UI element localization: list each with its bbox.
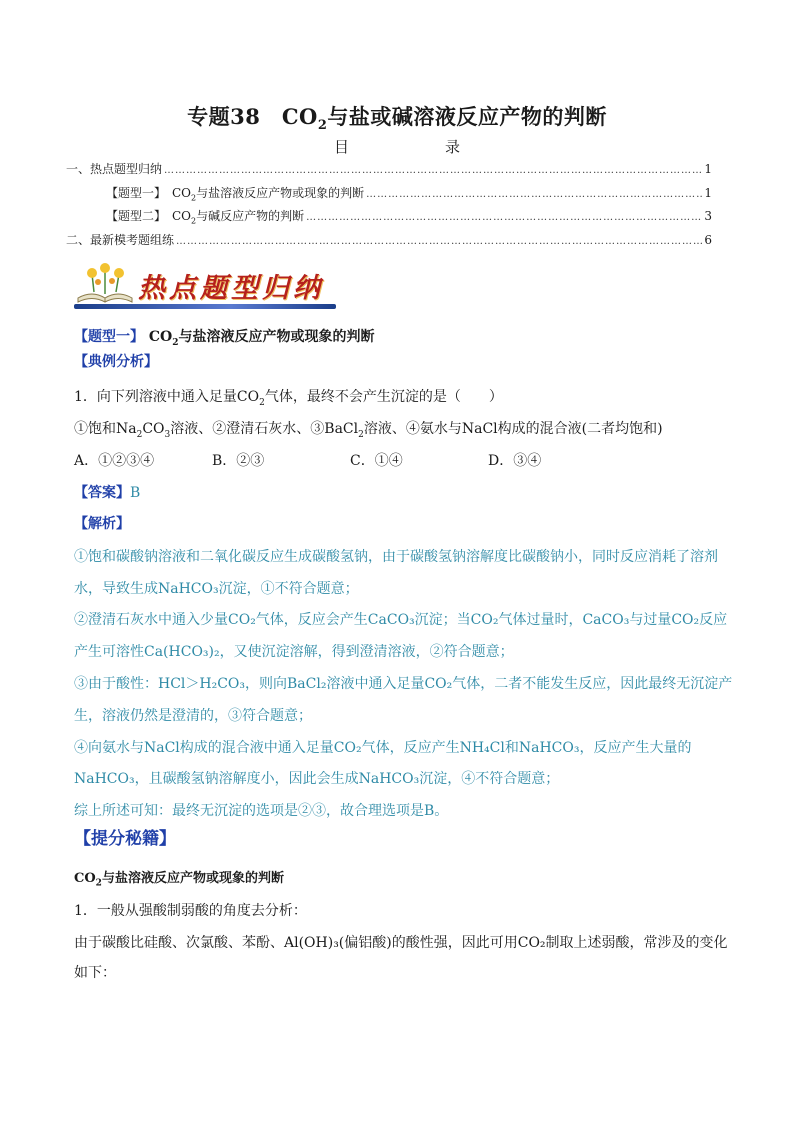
analysis-text: NaHCO₃，且碳酸氢钠溶解度小，因此会生成NaHCO₃沉淀，④不符合题意； <box>74 771 560 787</box>
tips-tag: 【提分秘籍】 <box>74 829 176 849</box>
section-heading <box>74 328 734 352</box>
analysis-tag: 【解析】 <box>74 516 130 532</box>
tips-title-sub: 2 <box>95 878 102 889</box>
example-tag: 【典例分析】 <box>74 354 158 370</box>
toc-entry[interactable] <box>106 184 712 202</box>
title-part: 专题38 CO <box>187 104 318 129</box>
title-part: 与盐或碱溶液反应产物的判断 <box>327 104 607 129</box>
answer-tag: 【答案】 <box>74 485 130 501</box>
answer-line <box>74 484 734 502</box>
item-sub: 2 <box>358 429 364 440</box>
toc-page-number: 3 <box>704 209 712 223</box>
title-subscript: 2 <box>317 118 328 134</box>
analysis-text: 水，导致生成NaHCO₃沉淀，①不符合题意； <box>74 581 359 597</box>
item-part: ①饱和Na <box>74 421 137 437</box>
toc-entry-label <box>106 207 304 225</box>
heading-part: CO <box>144 329 173 345</box>
toc-dots <box>164 165 702 176</box>
item-part: 溶液、④氨水与NaCl构成的混合液(二者均饱和) <box>363 421 663 437</box>
toc-label-part: 与盐溶液反应产物或现象的判断 <box>196 186 365 200</box>
analysis-text: 产生可溶性Ca(HCO₃)₂，又使沉淀溶解，得到澄清溶液，②符合题意； <box>74 644 514 660</box>
analysis-text: ④向氨水与NaCl构成的混合液中通入足量CO₂气体，反应产生NH₄Cl和NaHCO₃，反应产生大量的 <box>74 740 692 756</box>
question-part: 气体，最终不会产生沉淀的是（ ） <box>264 389 503 405</box>
toc-entry[interactable] <box>66 231 712 248</box>
answer-options <box>74 452 734 470</box>
analysis-text: ②澄清石灰水中通入少量CO₂气体，反应会产生CaCO₃沉淀；当CO₂气体过量时，CaCO₃与过量CO₂反应 <box>74 612 728 628</box>
item-part: CO <box>142 421 165 437</box>
toc-dots <box>306 212 702 223</box>
book-flowers-icon <box>74 262 136 306</box>
tips-text: 由于碳酸比硅酸、次氯酸、苯酚、Al(OH)₃(偏铝酸)的酸性强，因此可用CO₂制取上述弱酸，常涉及的变化 <box>74 935 728 951</box>
toc-dots <box>176 236 702 247</box>
toc-page-number: 1 <box>704 162 712 176</box>
tips-text: 如下： <box>74 965 116 981</box>
item-sub: 2 <box>136 429 143 440</box>
question-part: 1．向下列溶液中通入足量CO <box>74 389 260 405</box>
tips-title-part: CO <box>74 871 96 886</box>
page-title <box>0 101 794 133</box>
option-a[interactable]: A．①②③④ <box>74 453 155 469</box>
banner-title: 热点题型归纳 <box>138 273 324 304</box>
toc-page-number: 1 <box>704 186 712 200</box>
toc-entry-label: 一、热点题型归纳 <box>66 162 163 176</box>
heading-tag: 【题型一】 <box>74 329 144 345</box>
section-banner <box>74 262 336 314</box>
tips-title <box>74 870 734 893</box>
question-items <box>74 420 734 444</box>
toc-heading-left: 目 <box>333 138 349 156</box>
toc-heading-right: 录 <box>445 138 461 156</box>
toc-entry[interactable] <box>66 160 712 177</box>
banner-underline <box>74 304 336 309</box>
analysis-text: ③由于酸性：HCl＞H₂CO₃，则向BaCl₂溶液中通入足量CO₂气体，二者不能发生反应，因此最终无沉淀产 <box>74 676 733 692</box>
toc-label-part: 【题型一】 CO <box>106 186 192 200</box>
toc-label-part: 【题型二】 CO <box>106 209 192 223</box>
analysis-summary: 综上所述可知：最终无沉淀的选项是②③，故合理选项是B。 <box>74 803 449 819</box>
toc-entry[interactable] <box>106 207 712 225</box>
answer-value: B <box>130 485 141 501</box>
toc-dots <box>366 189 702 200</box>
analysis-text: 生，溶液仍然是澄清的，③符合题意； <box>74 708 312 724</box>
toc-label-sub: 2 <box>191 216 197 226</box>
tips-text: 1．一般从强酸制弱酸的角度去分析： <box>74 903 307 919</box>
heading-sub: 2 <box>172 337 179 348</box>
heading-part: 与盐溶液反应产物或现象的判断 <box>178 329 375 345</box>
question-text <box>74 388 734 412</box>
tips-title-part: 与盐溶液反应产物或现象的判断 <box>101 871 284 886</box>
toc-label-sub: 2 <box>191 193 197 203</box>
item-sub: 3 <box>164 429 171 440</box>
toc-label-part: 与碱反应产物的判断 <box>196 209 305 223</box>
toc-page-number: 6 <box>704 233 712 247</box>
question-sub: 2 <box>259 397 265 408</box>
option-d[interactable]: D．③④ <box>488 453 542 469</box>
item-part: 溶液、②澄清石灰水、③BaCl <box>170 421 359 437</box>
analysis-text: ①饱和碳酸钠溶液和二氧化碳反应生成碳酸氢钠，由于碳酸氢钠溶解度比碳酸钠小，同时反应消耗了溶剂 <box>74 549 718 565</box>
option-b[interactable]: B．②③ <box>212 453 265 469</box>
option-c[interactable]: C．①④ <box>350 453 403 469</box>
toc-entry-label: 二、最新模考题组练 <box>66 233 175 247</box>
toc-heading <box>0 136 794 157</box>
toc-entry-label <box>106 184 364 202</box>
